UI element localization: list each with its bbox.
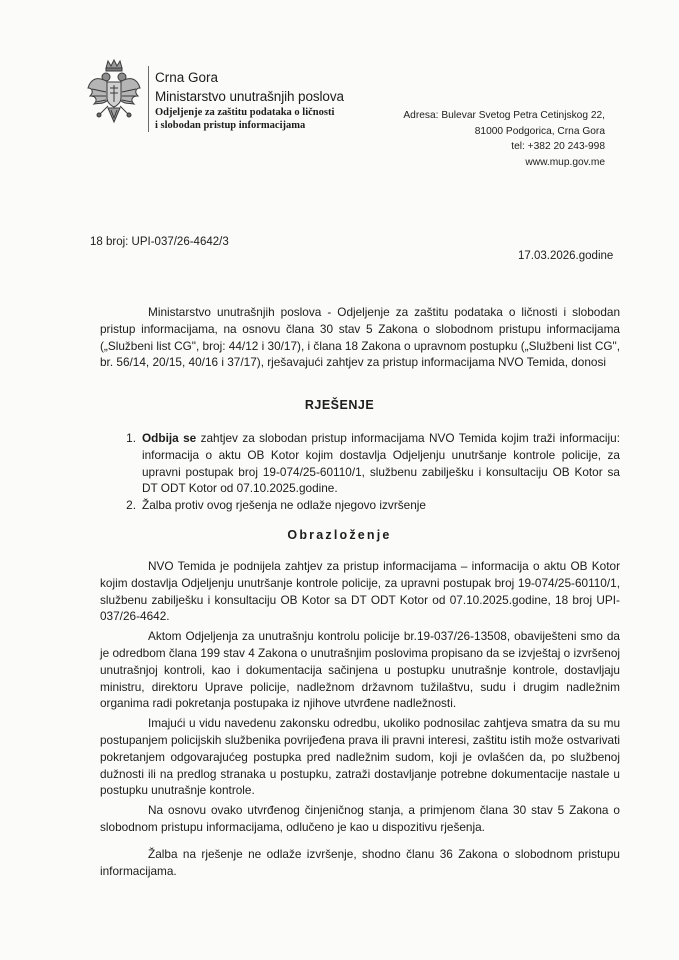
intro-paragraph: Ministarstvo unutrašnjih poslova - Odjeljenje za zaštitu podataka o ličnosti i slobodan pristup informacijama, na osnovu člana 30 stav 5 Zakona o slobodnom pristupu informacijama („Službeni list CG", broj: 44/12 i 30/17), i člana 18 Zakona o upravnom postupku („Službeni list CG", br. 56/14, 20/15, 40/16 i 37/17), rješavajući zahtjev za pristup informacijama NVO Temida, donosi (100, 305, 620, 370)
item-bold-text: Odbija se (142, 431, 197, 445)
document-date: 17.03.2026.godine (518, 250, 614, 262)
address-line-1: Adresa: Bulevar Svetog Petra Cetinjskog 22, (403, 110, 605, 121)
reference-number: 18 broj: UPI-037/26-4642/3 (90, 236, 229, 248)
reasoning-paragraph: Aktom Odjeljenja za unutrašnju kontrolu policije br.19-037/26-13508, obaviješteni smo da je odredbom člana 199 stav 4 Zakona o unutrašnjim poslovima propisano da se izvještaj o izvršenoj unutrašnjoj kontroli, kao i dokumentacija sačinjena u postupku unutrašnje kontrole, dostavljaju ministru, direktoru Uprave policije, nadležnom državnom tužilaštvu, sudu i drugim nadležnim organima radi pokretanja postupaka iz njihove utvrđene nadležnosti. (100, 629, 621, 711)
website: www.mup.gov.me (525, 156, 605, 168)
department-line-2: i slobodan pristup informacijama (155, 119, 306, 131)
phone-number: tel: +382 20 243-998 (511, 141, 605, 152)
item-body-text: Žalba protiv ovog rješenja ne odlaže njegovo izvršenje (142, 498, 426, 513)
item-body-text: zahtjev za slobodan pristup informacijama NVO Temida kojim traži informaciju: informacija o aktu OB Kotor kojim dostavlja Odjeljenju unutršanje kontrole policije, za upravni postupak broj 19-074/25-60110/1, službenu zabilješku i konsultaciju OB Kotor sa DT ODT Kotor od 07.10.2025.godine. (142, 431, 620, 496)
item-number: 1. (126, 431, 136, 445)
address-block (403, 108, 605, 170)
decision-title: RJEŠENJE (304, 398, 375, 412)
reasoning-paragraph: Na osnovu ovako utvrđenog činjeničnog stanja, a primjenom člana 30 stav 5 Zakona o slobodnom pristupu informacijama, odlučeno je kao u dispozitivu rješenja. (100, 803, 620, 834)
country-name: Crna Gora (155, 70, 219, 85)
intro-section (100, 304, 620, 371)
department-line-1: Odjeljenje za zaštitu podataka o ličnosti (155, 107, 335, 119)
header-divider (148, 66, 149, 132)
reasoning-section (100, 558, 620, 882)
reasoning-paragraph: NVO Temida je podnijela zahtjev za pristup informacijama – informacija o aktu OB Kotor kojim dostavlja Odjeljenju unutršanje kontrole policije, za upravni postupak broj 19-074/25-60110/1, službenu zabilješku i konsultaciju OB Kotor sa DT ODT Kotor od 07.10.2025.godine, 18 broj UPI-037/26-4642. (100, 559, 620, 624)
decision-item (100, 497, 620, 514)
reasoning-paragraph: Imajući u vidu navedenu zakonsku odredbu, ukoliko podnosilac zahtjeva smatra da su mu postupanjem policijskih službenika povrijeđena prava ili pravni interesi, zaštitu istih može ostvarivati pokretanjem odgovarajućeg postupka pred nadležnim sudom, koji je ovlašćen da, po službenoj dužnosti ili na predlog stranaka u postupku, zatraži dostavljanje potrebne dokumentacije nastale u postupku unutrašnje kontrole. (100, 716, 620, 798)
ministry-name: Ministarstvo unutrašnjih poslova (155, 88, 344, 104)
reasoning-paragraph: Žalba na rješenje ne odlaže izvršenje, shodno članu 36 Zakona o slobodnom pristupu informacijama. (100, 846, 620, 878)
item-text (142, 497, 620, 514)
department-name (155, 107, 344, 132)
item-text (142, 430, 620, 497)
item-number: 2. (126, 498, 136, 513)
decision-item (100, 430, 620, 497)
reasoning-title: Obrazloženje (287, 528, 392, 542)
montenegro-coat-of-arms-icon (86, 58, 142, 128)
decision-items (100, 430, 620, 514)
address-line-2: 81000 Podgorica, Crna Gora (474, 125, 605, 137)
organization-block (155, 70, 344, 132)
